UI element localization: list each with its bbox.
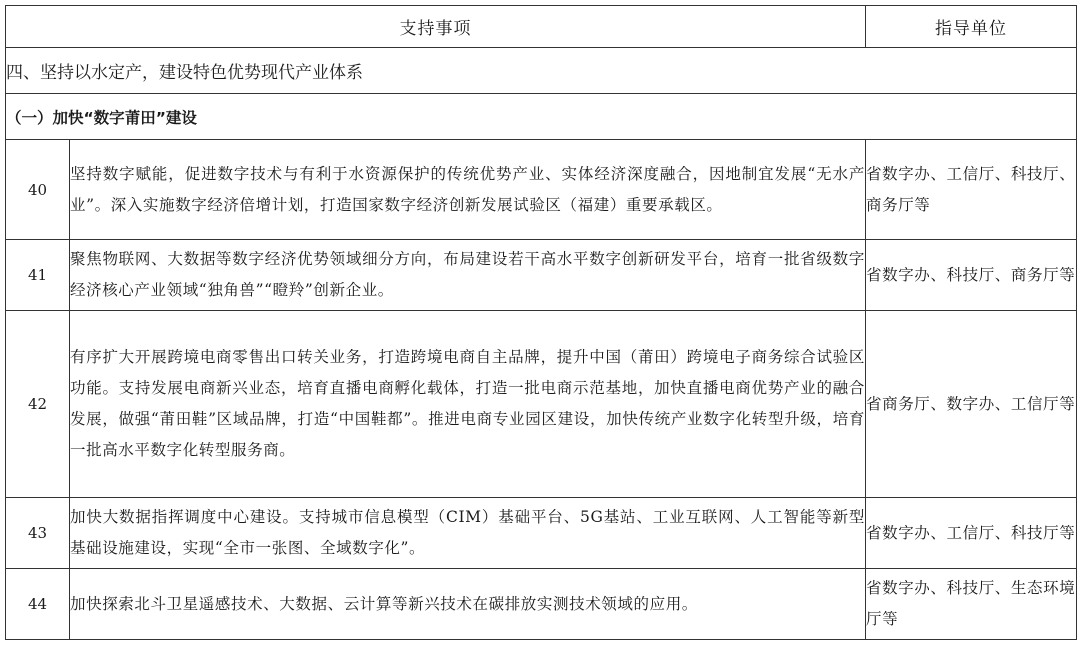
section-title: 四、坚持以水定产，建设特色优势现代产业体系 bbox=[6, 48, 1077, 94]
column-header-items: 支持事项 bbox=[6, 6, 866, 48]
item-unit: 省数字办、科技厅、商务厅等 bbox=[866, 240, 1077, 311]
item-unit: 省数字办、工信厅、科技厅、商务厅等 bbox=[866, 140, 1077, 240]
item-number: 41 bbox=[6, 240, 70, 311]
support-items-table bbox=[5, 5, 1077, 640]
item-content: 有序扩大开展跨境电商零售出口转关业务，打造跨境电商自主品牌，提升中国（莆田）跨境电子商务综合试验区功能。支持发展电商新兴业态，培育直播电商孵化载体，打造一批电商示范基地，加快直播电商优势产业的融合发展，做强“莆田鞋”区域品牌，打造“中国鞋都”。推进电商专业园区建设，加快传统产业数字化转型升级，培育一批高水平数字化转型服务商。 bbox=[70, 311, 866, 498]
item-content: 加快大数据指挥调度中心建设。支持城市信息模型（CIM）基础平台、5G基站、工业互联网、人工智能等新型基础设施建设，实现“全市一张图、全域数字化”。 bbox=[70, 498, 866, 569]
section-row bbox=[6, 48, 1077, 94]
item-unit: 省商务厅、数字办、工信厅等 bbox=[866, 311, 1077, 498]
item-number: 44 bbox=[6, 569, 70, 640]
table-row bbox=[6, 311, 1077, 498]
table-header-row bbox=[6, 6, 1077, 48]
item-unit: 省数字办、科技厅、生态环境厅等 bbox=[866, 569, 1077, 640]
column-header-unit: 指导单位 bbox=[866, 6, 1077, 48]
item-content: 坚持数字赋能，促进数字技术与有利于水资源保护的传统优势产业、实体经济深度融合，因地制宜发展“无水产业”。深入实施数字经济倍增计划，打造国家数字经济创新发展试验区（福建）重要承载区。 bbox=[70, 140, 866, 240]
item-content: 聚焦物联网、大数据等数字经济优势领域细分方向，布局建设若干高水平数字创新研发平台，培育一批省级数字经济核心产业领域“独角兽”“瞪羚”创新企业。 bbox=[70, 240, 866, 311]
table-row bbox=[6, 498, 1077, 569]
item-unit: 省数字办、工信厅、科技厅等 bbox=[866, 498, 1077, 569]
item-content: 加快探索北斗卫星遥感技术、大数据、云计算等新兴技术在碳排放实测技术领域的应用。 bbox=[70, 569, 866, 640]
table-row bbox=[6, 569, 1077, 640]
item-number: 40 bbox=[6, 140, 70, 240]
subsection-row bbox=[6, 94, 1077, 140]
table-row bbox=[6, 140, 1077, 240]
item-number: 42 bbox=[6, 311, 70, 498]
item-number: 43 bbox=[6, 498, 70, 569]
subsection-title: （一）加快“数字莆田”建设 bbox=[6, 94, 1077, 140]
table-row bbox=[6, 240, 1077, 311]
